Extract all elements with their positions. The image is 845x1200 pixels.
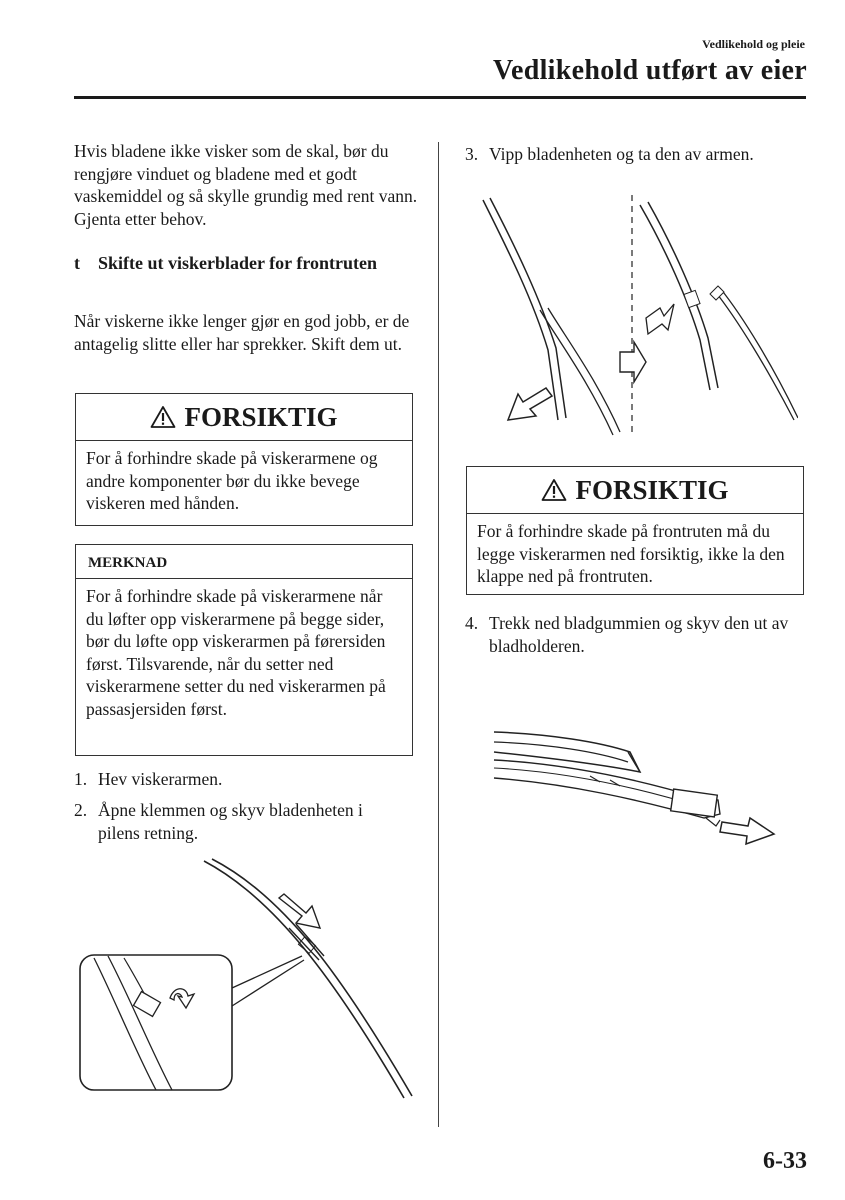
step-number: 3. [465,144,479,164]
step-3 [465,143,805,166]
caution-header [76,394,412,441]
blade-rubber-illustration [490,722,790,852]
warning-triangle-icon [150,405,176,429]
intro-paragraph: Hvis bladene ikke visker som de skal, bør du rengjøre vinduet og bladene med et godt vaskemiddel og så skylle grundig med rent vann. Gjenta etter behov. [74,141,418,229]
section-heading [74,252,419,275]
step-number: 1. [74,769,88,789]
caution-title: FORSIKTIG [184,401,338,432]
page-number: 6-33 [763,1148,807,1174]
note-header: MERKNAD [76,545,412,579]
note-text: For å forhindre skade på viskerarmene når du løfter opp viskerarmene på begge sider, bør du løfte opp viskerarmen på førersiden først. Tilsvarende, når du setter ned viskerarmene setter du ned viskerarmen på passasjersiden først. [86,586,386,719]
caution-title: FORSIKTIG [575,474,729,505]
blade-removal-illustration [478,190,798,440]
step-text: Trekk ned bladgummien og skyv den ut av bladholderen. [489,613,789,656]
warning-triangle-icon [541,478,567,502]
step-1 [74,768,419,791]
step-text: Åpne klemmen og skyv bladenheten i pilens retning. [98,800,363,843]
wiper-clip-illustration [74,858,424,1103]
step-text: Vipp bladenheten og ta den av armen. [489,144,754,164]
caution-text: For å forhindre skade på viskerarmene og andre komponenter bør du ikke bevege viskeren med hånden. [86,448,378,513]
bullet-marker: t [74,253,80,273]
caution-text: For å forhindre skade på frontruten må du legge viskerarmen ned forsiktig, ikke la den klappe ned på frontruten. [477,521,785,586]
step-number: 2. [74,800,88,820]
step-2 [74,799,404,844]
body-paragraph: Når viskerne ikke lenger gjør en god jobb, er de antagelig slitte eller har sprekker. Skift dem ut. [74,311,410,354]
header-rule [74,96,806,99]
caution-box-left [75,393,413,526]
caution-box-right [466,466,804,595]
page-title: Vedlikehold utført av eier [493,55,807,86]
section-label: Vedlikehold og pleie [702,37,805,51]
column-divider [438,142,439,1127]
note-box [75,544,413,756]
caution-header [467,467,803,514]
step-number: 4. [465,613,479,633]
step-4 [465,612,800,657]
step-text: Hev viskerarmen. [98,769,223,789]
section-heading-text: Skifte ut viskerblader for frontruten [98,253,377,273]
